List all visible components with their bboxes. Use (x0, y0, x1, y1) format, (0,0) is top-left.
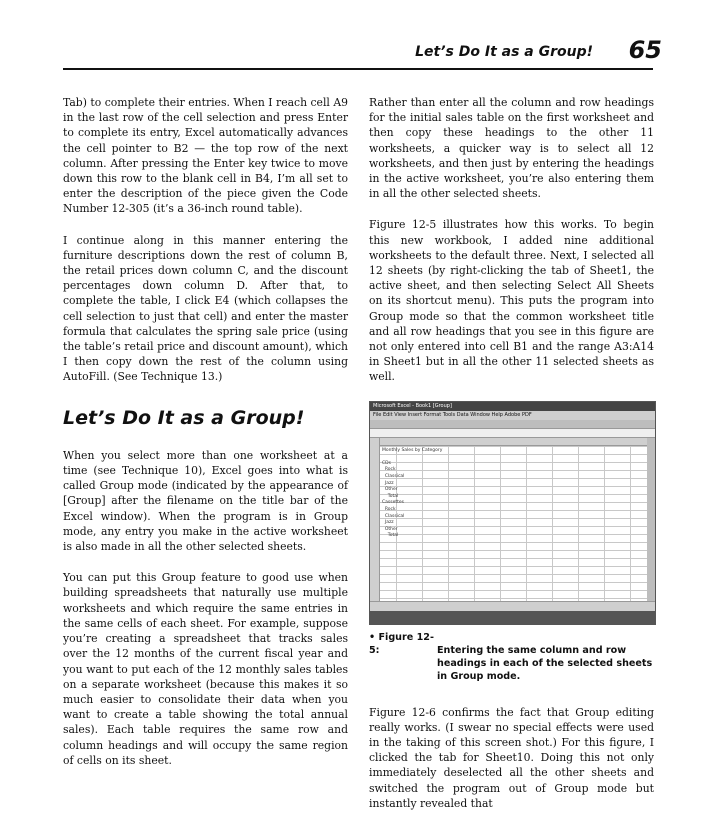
left-column (63, 95, 348, 784)
figure-12-5-screenshot (369, 401, 656, 625)
right-paragraph-2: Figure 12-5 illustrates how this works. To begin this new workbook, I added nine additional worksheets to the default three. Next, I selected all 12 sheets (by right-clicking the tab of Sheet1, the active sheet, and then selecting Select All Sheets on its shortcut menu). This puts the program into Group mode so that the common worksheet title and all row headings that you see in this figure are not only entered into cell B1 and the range A3:A14 in Sheet1 but in all the other 11 selected sheets as well. (369, 218, 654, 384)
header-rule (63, 68, 653, 70)
sheet-tabs (370, 601, 655, 611)
left-paragraph-1: Tab) to complete their entries. When I reach cell A9 in the last row of the cell selection and press Enter to complete its entry, Excel automatically advances the cell pointer to B2 — the top row of the next column. After pressing the Enter key twice to move down this row to the blank cell in B4, I’m all set to enter the description of the piece given the Code Number 12-305 (it’s a 36-inch round table). (63, 96, 348, 216)
worksheet-cell-entries: Monthly Sales by Category CDs Rock Classical Jazz Other Total Cassettes Rock Classical Jazz Other Total (382, 447, 443, 539)
row-headers (370, 438, 380, 602)
excel-toolbar (370, 420, 655, 429)
column-headers (379, 438, 647, 446)
left-paragraph-2: I continue along in this manner entering the furniture descriptions down the rest of column B, the retail prices down column C, and the discount percentages down column D. After that, to complete the table, I click E4 (which collapses the cell selection to just that cell) and enter the master formula that calculates the spring sale price (using the table’s retail price and discount amount), which I then copy down the rest of the column using AutoFill. (See Technique 13.) (63, 233, 348, 384)
excel-menubar: File Edit View Insert Format Tools Data Window Help Adobe PDF (370, 411, 655, 420)
figure-caption-label: • Figure 12-5: (369, 631, 434, 656)
figure-caption-text: Entering the same column and row headings in each of the selected sheets in Group mode. (437, 644, 653, 682)
figure-caption (369, 631, 654, 683)
left-paragraph-4: You can put this Group feature to good use when building spreadsheets that naturally use multiple worksheets and which require the same entries in the same cells of each sheet. For example, suppose you’re creating a spreadsheet that tracks sales over the 12 months of the current fiscal year and you want to put each of the 12 monthly sales tables on a separate worksheet (because this makes it so much easier to consolidate their data when you want to create a table showing the total annual sales). Each table requires the same row and column headings and will occupy the same region of cells on its sheet. (63, 571, 348, 767)
left-paragraph-3: When you select more than one worksheet at a time (see Technique 10), Excel goes into what is called Group mode (indicated by the appearance of [Group] after the filename on the title bar of the Excel window). When the program is in Group mode, any entry you make in the active worksheet is also made in all the other selected sheets. (63, 448, 348, 554)
right-paragraph-1: Rather than enter all the column and row headings for the initial sales table on the first worksheet and then copy these headings to the other 11 worksheets, a quicker way is to select all 12 worksheets, and then just by entering the headings in the active worksheet, you’re also entering them in all the other selected sheets. (369, 96, 654, 201)
right-paragraph-3: Figure 12-6 confirms the fact that Group editing really works. (I swear no special effects were used in the taking of this screen shot.) For this figure, I clicked the tab for Sheet10. Doing this not only immediately deselected all the other sheets and switched the program out of Group mode but instantly revealed that (369, 705, 654, 810)
excel-formula-bar (370, 429, 655, 438)
running-header-title: Let’s Do It as a Group! (415, 44, 593, 60)
windows-taskbar (370, 611, 655, 624)
page-number: 65 (628, 36, 662, 64)
excel-titlebar: Microsoft Excel - Book1 [Group] (370, 402, 655, 411)
section-heading: Let’s Do It as a Group! (63, 406, 305, 429)
vertical-scrollbar (647, 438, 655, 602)
right-column (369, 95, 654, 827)
